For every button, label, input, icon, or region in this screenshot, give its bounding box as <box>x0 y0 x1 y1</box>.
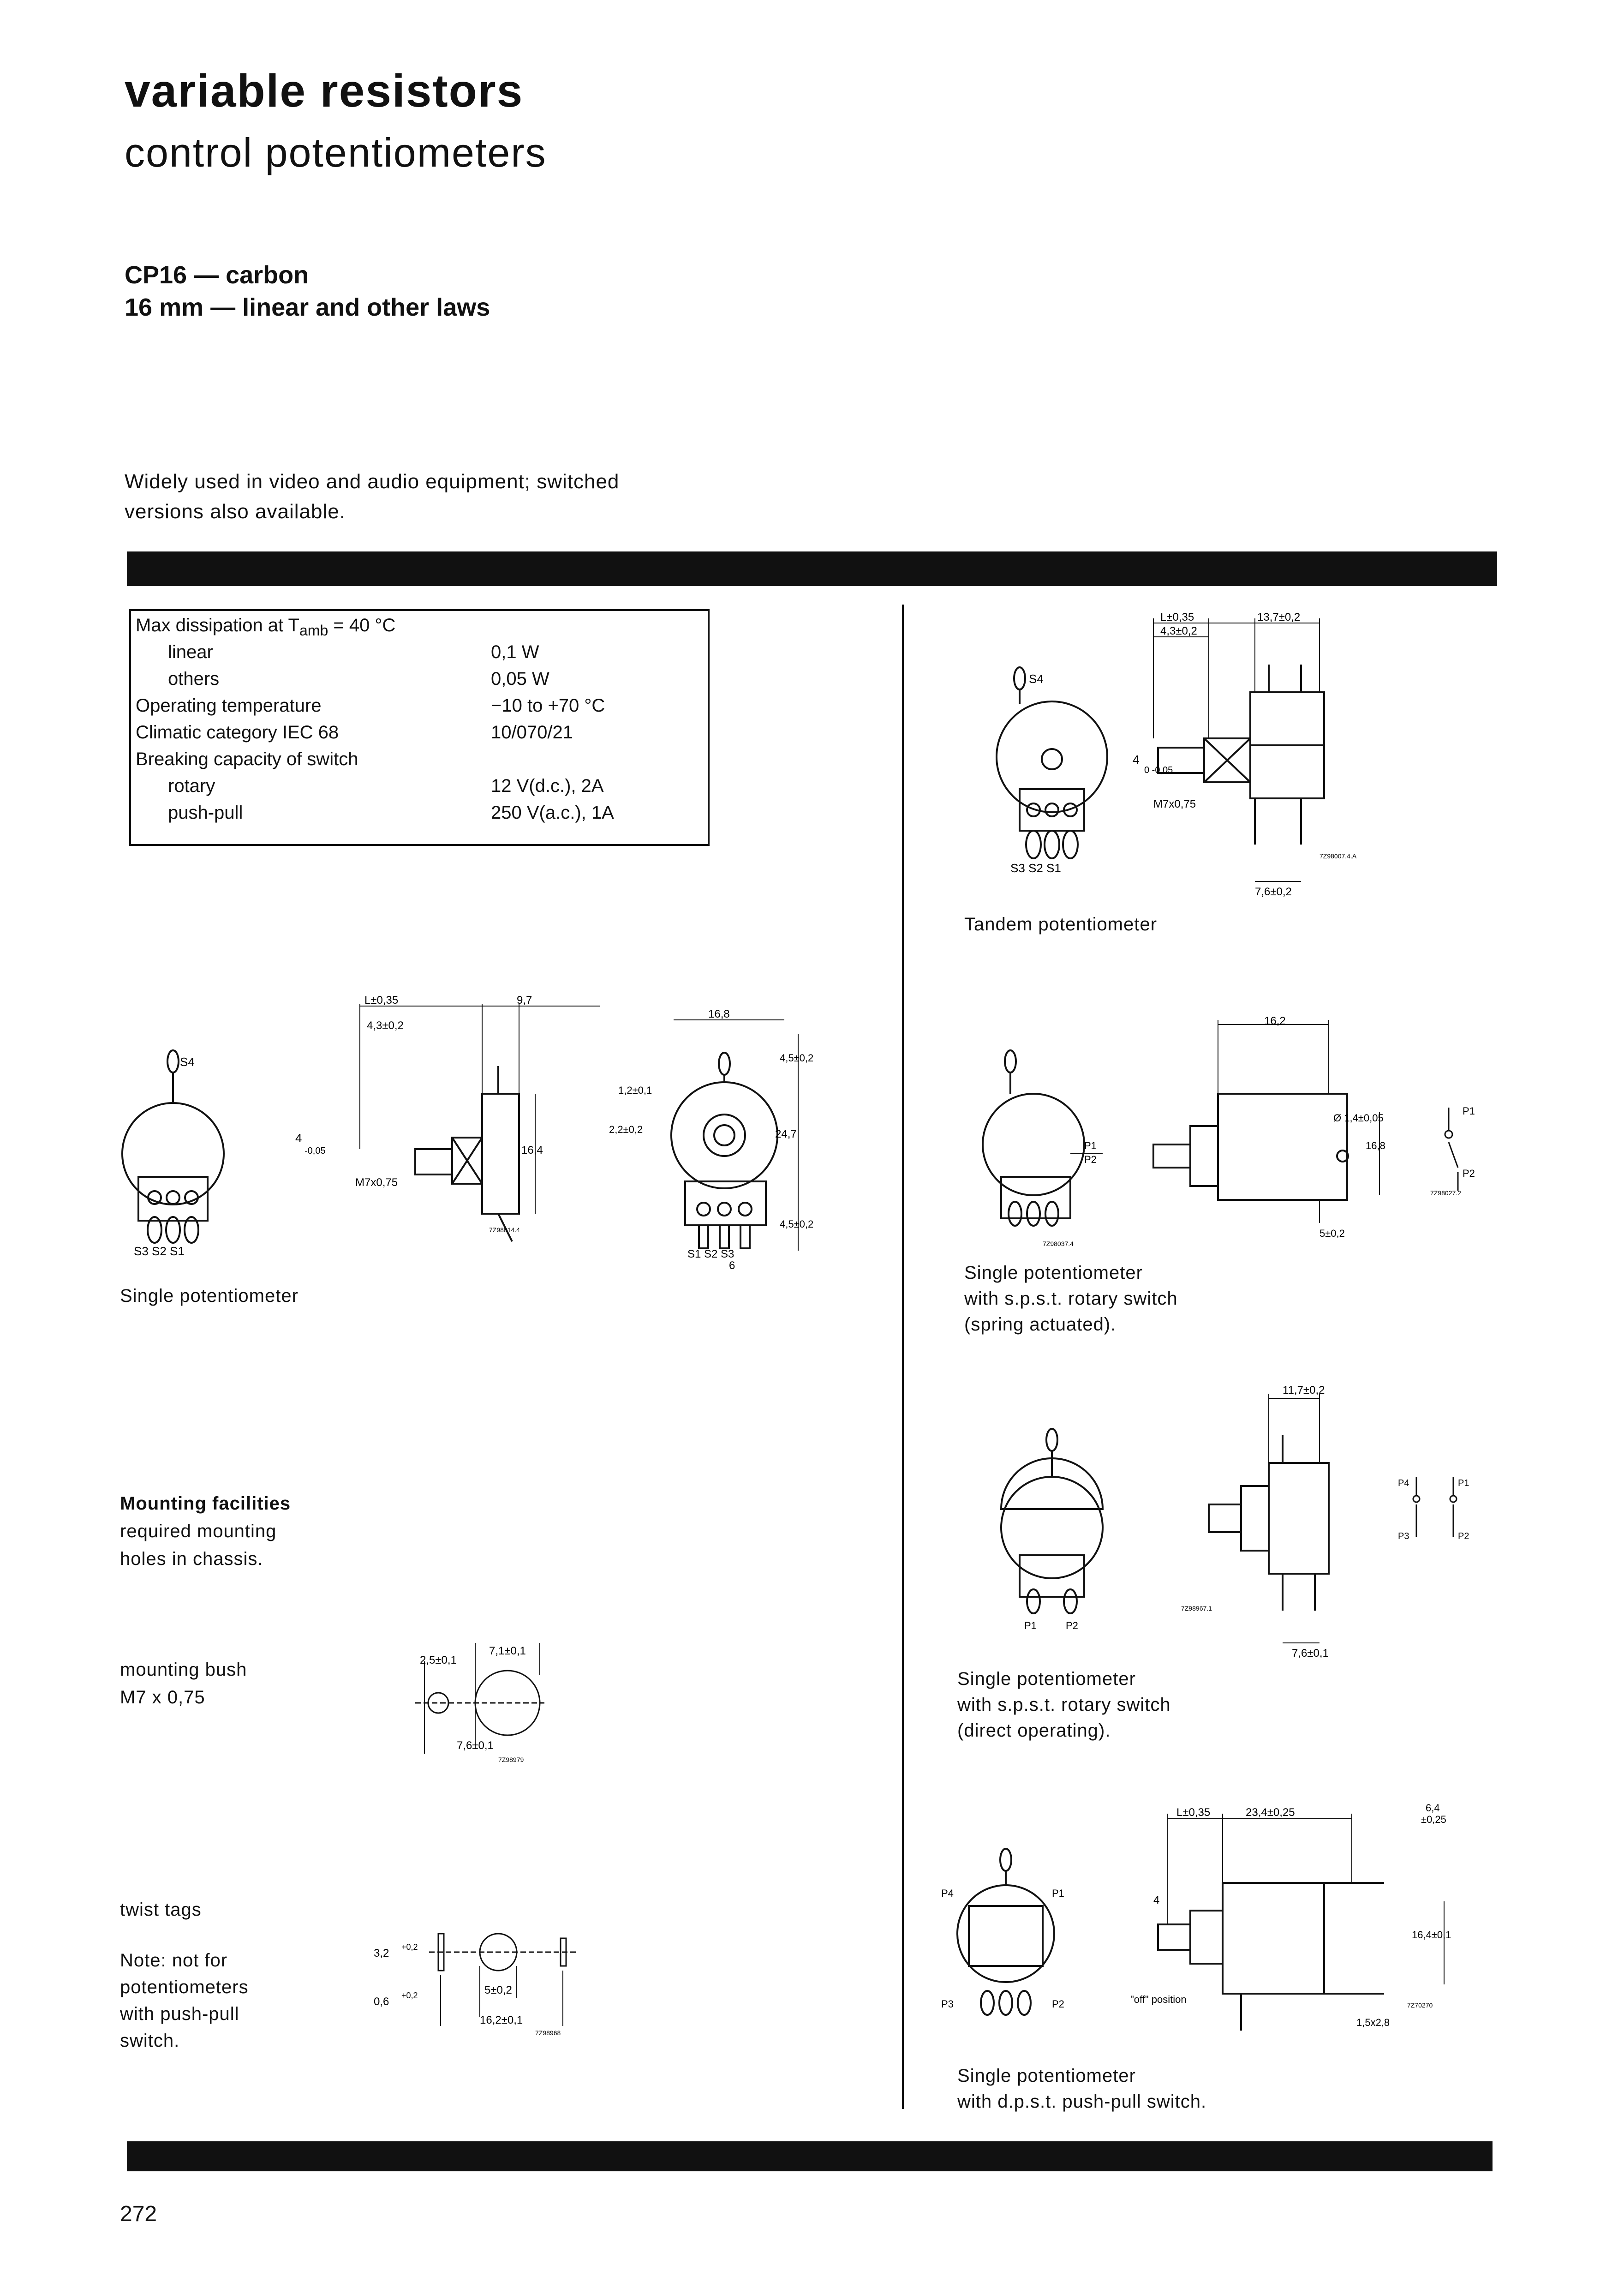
note-line-3: with push-pull <box>120 2004 239 2024</box>
bush-dim-7-1: 7,1±0,1 <box>489 1645 526 1657</box>
tandem-drawing <box>950 600 1430 914</box>
tag-dim-0-6: 0,6 <box>374 1995 389 2008</box>
direct-p1-label: P1 <box>1024 1620 1037 1631</box>
single-dim-4: 4 <box>295 1131 302 1145</box>
tag-dim-3-2: 3,2 <box>374 1947 389 1959</box>
tandem-code: 7Z98007.4.A <box>1320 852 1357 860</box>
spst-spring-drawing <box>950 1011 1458 1251</box>
spec-max-suffix: = 40 °C <box>328 615 396 635</box>
single-dim-6: 6 <box>729 1259 735 1272</box>
spring-dim-16-8: 16,8 <box>1366 1140 1385 1151</box>
spec-row <box>131 746 708 773</box>
dpst-p4-label: P4 <box>941 1888 954 1899</box>
tandem-dim-4-tol: 0 -0,05 <box>1144 765 1173 775</box>
single-dim-16-8: 16,8 <box>708 1008 730 1020</box>
dpst-dim-L: L±0,35 <box>1176 1806 1211 1819</box>
mounting-line-1: required mounting <box>120 1521 277 1541</box>
twist-tags-drawing <box>364 1906 595 2054</box>
single-dim-24-7: 24,7 <box>775 1128 797 1140</box>
spec-row <box>131 773 708 799</box>
spring-caption-2: with s.p.s.t. rotary switch <box>964 1288 1178 1309</box>
spring-dim-diameter: Ø 1,4±0,05 <box>1333 1112 1384 1124</box>
single-dim-4-tol: -0,05 <box>304 1146 326 1156</box>
note-line-1: Note: not for <box>120 1950 228 1971</box>
dpst-off-position: "off" position <box>1130 1994 1187 2005</box>
dpst-dim-16-4: 16,4±0,1 <box>1412 1929 1451 1941</box>
symbol-p1-label: P1 <box>1463 1105 1475 1117</box>
column-divider <box>902 605 904 2109</box>
tandem-dim-L: L±0,35 <box>1160 611 1194 623</box>
spec-row <box>131 799 708 826</box>
spring-caption-1: Single potentiometer <box>964 1263 1143 1283</box>
direct-p2-label: P2 <box>1066 1620 1078 1631</box>
dpst-p3-label: P3 <box>941 1998 954 2010</box>
spec-value: −10 to +70 °C <box>491 695 605 716</box>
mounting-line-2: holes in chassis. <box>120 1549 263 1569</box>
single-caption: Single potentiometer <box>120 1286 299 1306</box>
single-dim-4-3: 4,3±0,2 <box>367 1019 404 1032</box>
spec-label: push-pull <box>168 803 243 823</box>
page-title: variable resistors <box>125 65 524 117</box>
single-dim-4-5-top: 4,5±0,2 <box>780 1052 814 1064</box>
spec-value: 10/070/21 <box>491 722 573 743</box>
tandem-caption: Tandem potentiometer <box>964 914 1158 935</box>
tag-dim-5: 5±0,2 <box>484 1984 512 1996</box>
spec-row <box>131 719 708 746</box>
spring-dim-16-2: 16,2 <box>1264 1015 1286 1027</box>
twist-tags-label: twist tags <box>120 1900 202 1920</box>
direct-symbol-p3: P3 <box>1398 1531 1409 1541</box>
direct-dim-11-7: 11,7±0,2 <box>1283 1384 1325 1396</box>
single-code: 7Z98014.4 <box>489 1226 520 1234</box>
mounting-title: Mounting facilities <box>120 1493 291 1514</box>
direct-symbol-p4: P4 <box>1398 1478 1409 1488</box>
direct-caption-1: Single potentiometer <box>957 1669 1136 1689</box>
tandem-dim-7-6: 7,6±0,2 <box>1255 886 1292 898</box>
direct-caption-2: with s.p.s.t. rotary switch <box>957 1695 1171 1715</box>
spec-row <box>131 639 708 665</box>
intro-line-1: Widely used in video and audio equipment; switched <box>125 470 620 493</box>
spec-value: 0,1 W <box>491 642 539 662</box>
direct-caption-3: (direct operating). <box>957 1720 1111 1741</box>
single-pins-rear: S1 S2 S3 <box>687 1248 734 1260</box>
tandem-tag-s4: S4 <box>1029 672 1044 686</box>
spring-switch-symbol <box>1430 1098 1499 1200</box>
product-line-1: CP16 — carbon <box>125 261 309 289</box>
spec-label: others <box>168 669 220 689</box>
tag-dim-3-2-tol: +0,2 <box>401 1942 418 1952</box>
single-tag-s4: S4 <box>180 1055 195 1069</box>
dpst-dim-6-4-tol: ±0,25 <box>1421 1814 1446 1825</box>
direct-code: 7Z98967.1 <box>1181 1605 1212 1612</box>
dpst-dim-4: 4 <box>1153 1894 1160 1906</box>
spst-direct-drawing <box>950 1380 1504 1675</box>
spec-label: Breaking capacity of switch <box>136 749 358 769</box>
page-subtitle: control potentiometers <box>125 130 547 175</box>
dpst-caption-1: Single potentiometer <box>957 2066 1136 2086</box>
spec-label: rotary <box>168 776 215 796</box>
dpst-drawing <box>927 1800 1499 2063</box>
spec-table <box>129 609 710 846</box>
direct-dim-7-6: 7,6±0,1 <box>1292 1647 1329 1660</box>
mounting-bush-label: mounting bush <box>120 1660 247 1680</box>
bush-code: 7Z98979 <box>498 1756 524 1763</box>
single-thread: M7x0,75 <box>355 1176 398 1189</box>
tandem-dim-4: 4 <box>1133 753 1140 767</box>
mounting-bush-drawing <box>406 1634 591 1772</box>
single-drawing <box>120 983 858 1278</box>
spec-max-sub: amb <box>299 622 328 639</box>
single-dim-16-4: 16,4 <box>521 1144 543 1156</box>
tandem-thread: M7x0,75 <box>1153 798 1196 810</box>
direct-symbol-p2: P2 <box>1458 1531 1469 1541</box>
product-line-2: 16 mm — linear and other laws <box>125 294 490 321</box>
dpst-dim-23-4: 23,4±0,25 <box>1246 1806 1295 1819</box>
page-number: 272 <box>120 2202 157 2226</box>
spec-label: linear <box>168 642 213 662</box>
spec-row <box>131 665 708 692</box>
dpst-dim-6-4: 6,4 <box>1426 1802 1440 1814</box>
spec-value: 250 V(a.c.), 1A <box>491 803 614 823</box>
spec-value: 0,05 W <box>491 669 549 689</box>
tag-dim-16-2: 16,2±0,1 <box>480 2014 523 2026</box>
bush-dim-2-5: 2,5±0,1 <box>420 1654 457 1666</box>
spring-dim-5: 5±0,2 <box>1320 1228 1345 1239</box>
single-pins-front: S3 S2 S1 <box>134 1244 185 1258</box>
dpst-dim-1-5: 1,5x2,8 <box>1356 2017 1390 2028</box>
tandem-pins: S3 S2 S1 <box>1010 861 1061 875</box>
spring-p1-label: P1 <box>1084 1140 1097 1151</box>
spring-code-2: 7Z98027.2 <box>1430 1189 1461 1197</box>
spec-value: 12 V(d.c.), 2A <box>491 776 604 796</box>
single-dim-L: L±0,35 <box>364 994 399 1007</box>
single-dim-4-5-bottom: 4,5±0,2 <box>780 1218 814 1230</box>
single-dim-2-2: 2,2±0,2 <box>609 1124 643 1135</box>
dpst-p1-label: P1 <box>1052 1888 1064 1899</box>
spring-caption-3: (spring actuated). <box>964 1314 1116 1335</box>
top-divider-bar <box>127 551 1497 586</box>
spring-p2-label: P2 <box>1084 1154 1097 1165</box>
spec-max-row <box>131 612 708 639</box>
dpst-p2-label: P2 <box>1052 1998 1064 2010</box>
tandem-dim-4-3: 4,3±0,2 <box>1160 625 1197 637</box>
note-line-2: potentiometers <box>120 1977 249 1997</box>
spring-code: 7Z98037.4 <box>1043 1240 1074 1247</box>
bottom-divider-bar <box>127 2141 1493 2171</box>
tandem-dim-13-7: 13,7±0,2 <box>1257 611 1301 623</box>
spec-label: Operating temperature <box>136 695 322 716</box>
dpst-code: 7Z70270 <box>1407 2001 1433 2009</box>
symbol-p2-label: P2 <box>1463 1168 1475 1179</box>
single-dim-1-2: 1,2±0,1 <box>618 1085 652 1096</box>
dpst-caption-2: with d.p.s.t. push-pull switch. <box>957 2091 1207 2112</box>
direct-symbol-p1: P1 <box>1458 1478 1469 1488</box>
tag-dim-0-6-tol: +0,2 <box>401 1991 418 2000</box>
mounting-bush-spec: M7 x 0,75 <box>120 1687 205 1708</box>
spec-row <box>131 692 708 719</box>
spec-max-label: Max dissipation at T <box>136 615 299 635</box>
intro-line-2: versions also available. <box>125 500 346 523</box>
spec-label: Climatic category IEC 68 <box>136 722 339 743</box>
note-line-4: switch. <box>120 2031 180 2051</box>
tag-code: 7Z98968 <box>535 2029 561 2037</box>
bush-dim-7-6: 7,6±0,1 <box>457 1739 494 1752</box>
single-dim-9-7: 9,7 <box>517 994 532 1007</box>
